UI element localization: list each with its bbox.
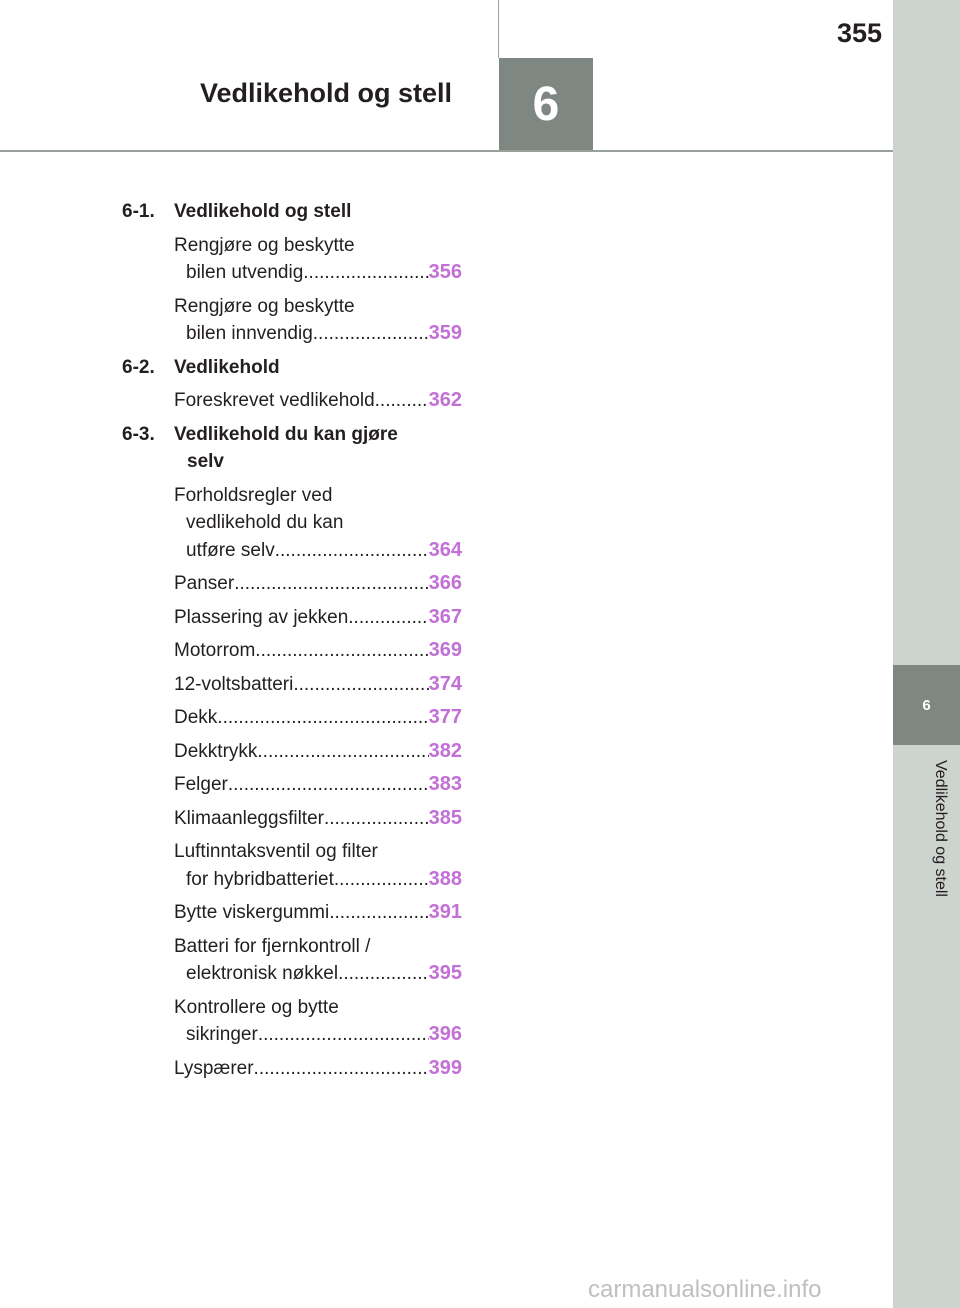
- page-link[interactable]: 383: [428, 773, 462, 795]
- dot-leader: [257, 738, 428, 766]
- dot-leader: [375, 387, 429, 415]
- dot-leader: [293, 671, 428, 699]
- page-link[interactable]: 395: [428, 962, 462, 984]
- page-link[interactable]: 366: [428, 572, 462, 594]
- header-divider: [498, 0, 499, 58]
- dot-leader: [348, 604, 428, 632]
- dot-leader: [254, 1055, 429, 1083]
- entry-text: sikringer: [186, 1024, 258, 1045]
- dot-leader: [255, 637, 428, 665]
- dot-leader: [228, 771, 429, 799]
- entry-text: for hybridbatteriet: [186, 868, 334, 890]
- dot-leader: [303, 259, 428, 287]
- side-chapter-tab[interactable]: 6: [893, 665, 960, 745]
- dot-leader: [275, 537, 429, 565]
- dot-leader: [258, 1021, 429, 1049]
- page-link[interactable]: 367: [428, 605, 462, 628]
- entry-text: Dekktrykk: [174, 740, 258, 762]
- entry-text: Plassering av jekken: [174, 606, 349, 628]
- entry-text: Lyspærer: [174, 1057, 254, 1079]
- section-title: Vedlikehold og stell: [174, 201, 352, 222]
- toc-entry[interactable]: [174, 771, 462, 799]
- section-title-line: Vedlikehold du kan gjøre: [174, 423, 398, 445]
- toc-entry[interactable]: [174, 637, 462, 665]
- dot-leader: [329, 899, 428, 927]
- entry-text: Felger: [174, 774, 228, 795]
- side-band: [893, 0, 960, 1308]
- entry-text: Panser: [174, 573, 235, 594]
- entry-text: Foreskrevet vedlikehold: [174, 390, 375, 411]
- entry-text: Kontrollere og bytte: [174, 996, 339, 1018]
- section-title-line: selv: [187, 451, 224, 472]
- toc-entry[interactable]: [174, 671, 462, 699]
- section-number: 6-3.: [122, 423, 155, 445]
- dot-leader: [217, 704, 428, 732]
- toc-entry[interactable]: [174, 232, 462, 287]
- entry-text: bilen utvendig: [186, 262, 304, 283]
- entry-text: vedlikehold du kan: [186, 512, 344, 533]
- toc-entry[interactable]: [174, 704, 462, 732]
- toc-section: [122, 198, 462, 226]
- toc-entry[interactable]: [174, 805, 462, 833]
- section-number: 6-1.: [122, 201, 155, 222]
- page-link[interactable]: 382: [428, 739, 462, 762]
- toc-entry[interactable]: [174, 604, 462, 632]
- chapter-number-box: 6: [499, 58, 593, 151]
- entry-text: Rengjøre og beskytte: [174, 234, 355, 256]
- entry-text: elektronisk nøkkel: [186, 963, 339, 984]
- page-link[interactable]: 356: [428, 261, 462, 283]
- header-rule: [0, 150, 893, 152]
- table-of-contents: [122, 198, 462, 1088]
- page-link[interactable]: 396: [428, 1023, 462, 1045]
- toc-entry[interactable]: [174, 387, 462, 415]
- entry-text: Batteri for fjernkontroll /: [174, 935, 371, 957]
- dot-leader: [324, 805, 429, 833]
- toc-entry[interactable]: [174, 482, 462, 565]
- toc-entry[interactable]: [174, 738, 462, 766]
- entry-text: Dekk: [174, 707, 218, 728]
- entry-text: Rengjøre og beskytte: [174, 295, 355, 317]
- entry-text: 12-voltsbatteri: [174, 673, 294, 695]
- entry-text: bilen innvendig: [186, 323, 313, 344]
- page-link[interactable]: 377: [428, 706, 462, 728]
- dot-leader: [313, 320, 429, 348]
- toc-entry[interactable]: [174, 899, 462, 927]
- entry-text: Bytte viskergummi: [174, 902, 330, 923]
- entry-text: Motorrom: [174, 640, 256, 661]
- toc-section: [122, 354, 462, 382]
- dot-leader: [334, 866, 429, 894]
- entry-text: Forholdsregler ved: [174, 484, 333, 506]
- chapter-title: Vedlikehold og stell: [200, 78, 453, 108]
- toc-entry[interactable]: [174, 570, 462, 598]
- page-link[interactable]: 385: [428, 806, 462, 829]
- page-link[interactable]: 362: [428, 389, 462, 411]
- page-number: 355: [836, 18, 882, 48]
- page-link[interactable]: 364: [428, 538, 462, 561]
- page-link[interactable]: 369: [428, 639, 462, 661]
- section-number: 6-2.: [122, 356, 155, 378]
- page-link[interactable]: 359: [428, 322, 462, 344]
- dot-leader: [234, 570, 428, 598]
- side-chapter-label: Vedlikehold og stell: [932, 760, 949, 897]
- section-title: Vedlikehold: [174, 356, 280, 378]
- toc-entry[interactable]: [174, 838, 462, 893]
- toc-entry[interactable]: [174, 933, 462, 988]
- page-link[interactable]: 391: [428, 901, 462, 923]
- page-link[interactable]: 374: [428, 672, 462, 695]
- entry-text: Luftinntaksventil og filter: [174, 841, 378, 862]
- toc-entry[interactable]: [174, 994, 462, 1049]
- section-title: [174, 421, 462, 476]
- page-link[interactable]: 399: [428, 1056, 462, 1079]
- toc-entry[interactable]: [174, 293, 462, 348]
- page-link[interactable]: 388: [428, 867, 462, 890]
- toc-section: [122, 421, 462, 476]
- entry-text: Klimaanleggsfilter: [174, 807, 324, 829]
- entry-text: utføre selv: [186, 539, 275, 561]
- watermark: carmanualsonline.info: [588, 1276, 822, 1303]
- dot-leader: [338, 960, 429, 988]
- toc-entry[interactable]: [174, 1055, 462, 1083]
